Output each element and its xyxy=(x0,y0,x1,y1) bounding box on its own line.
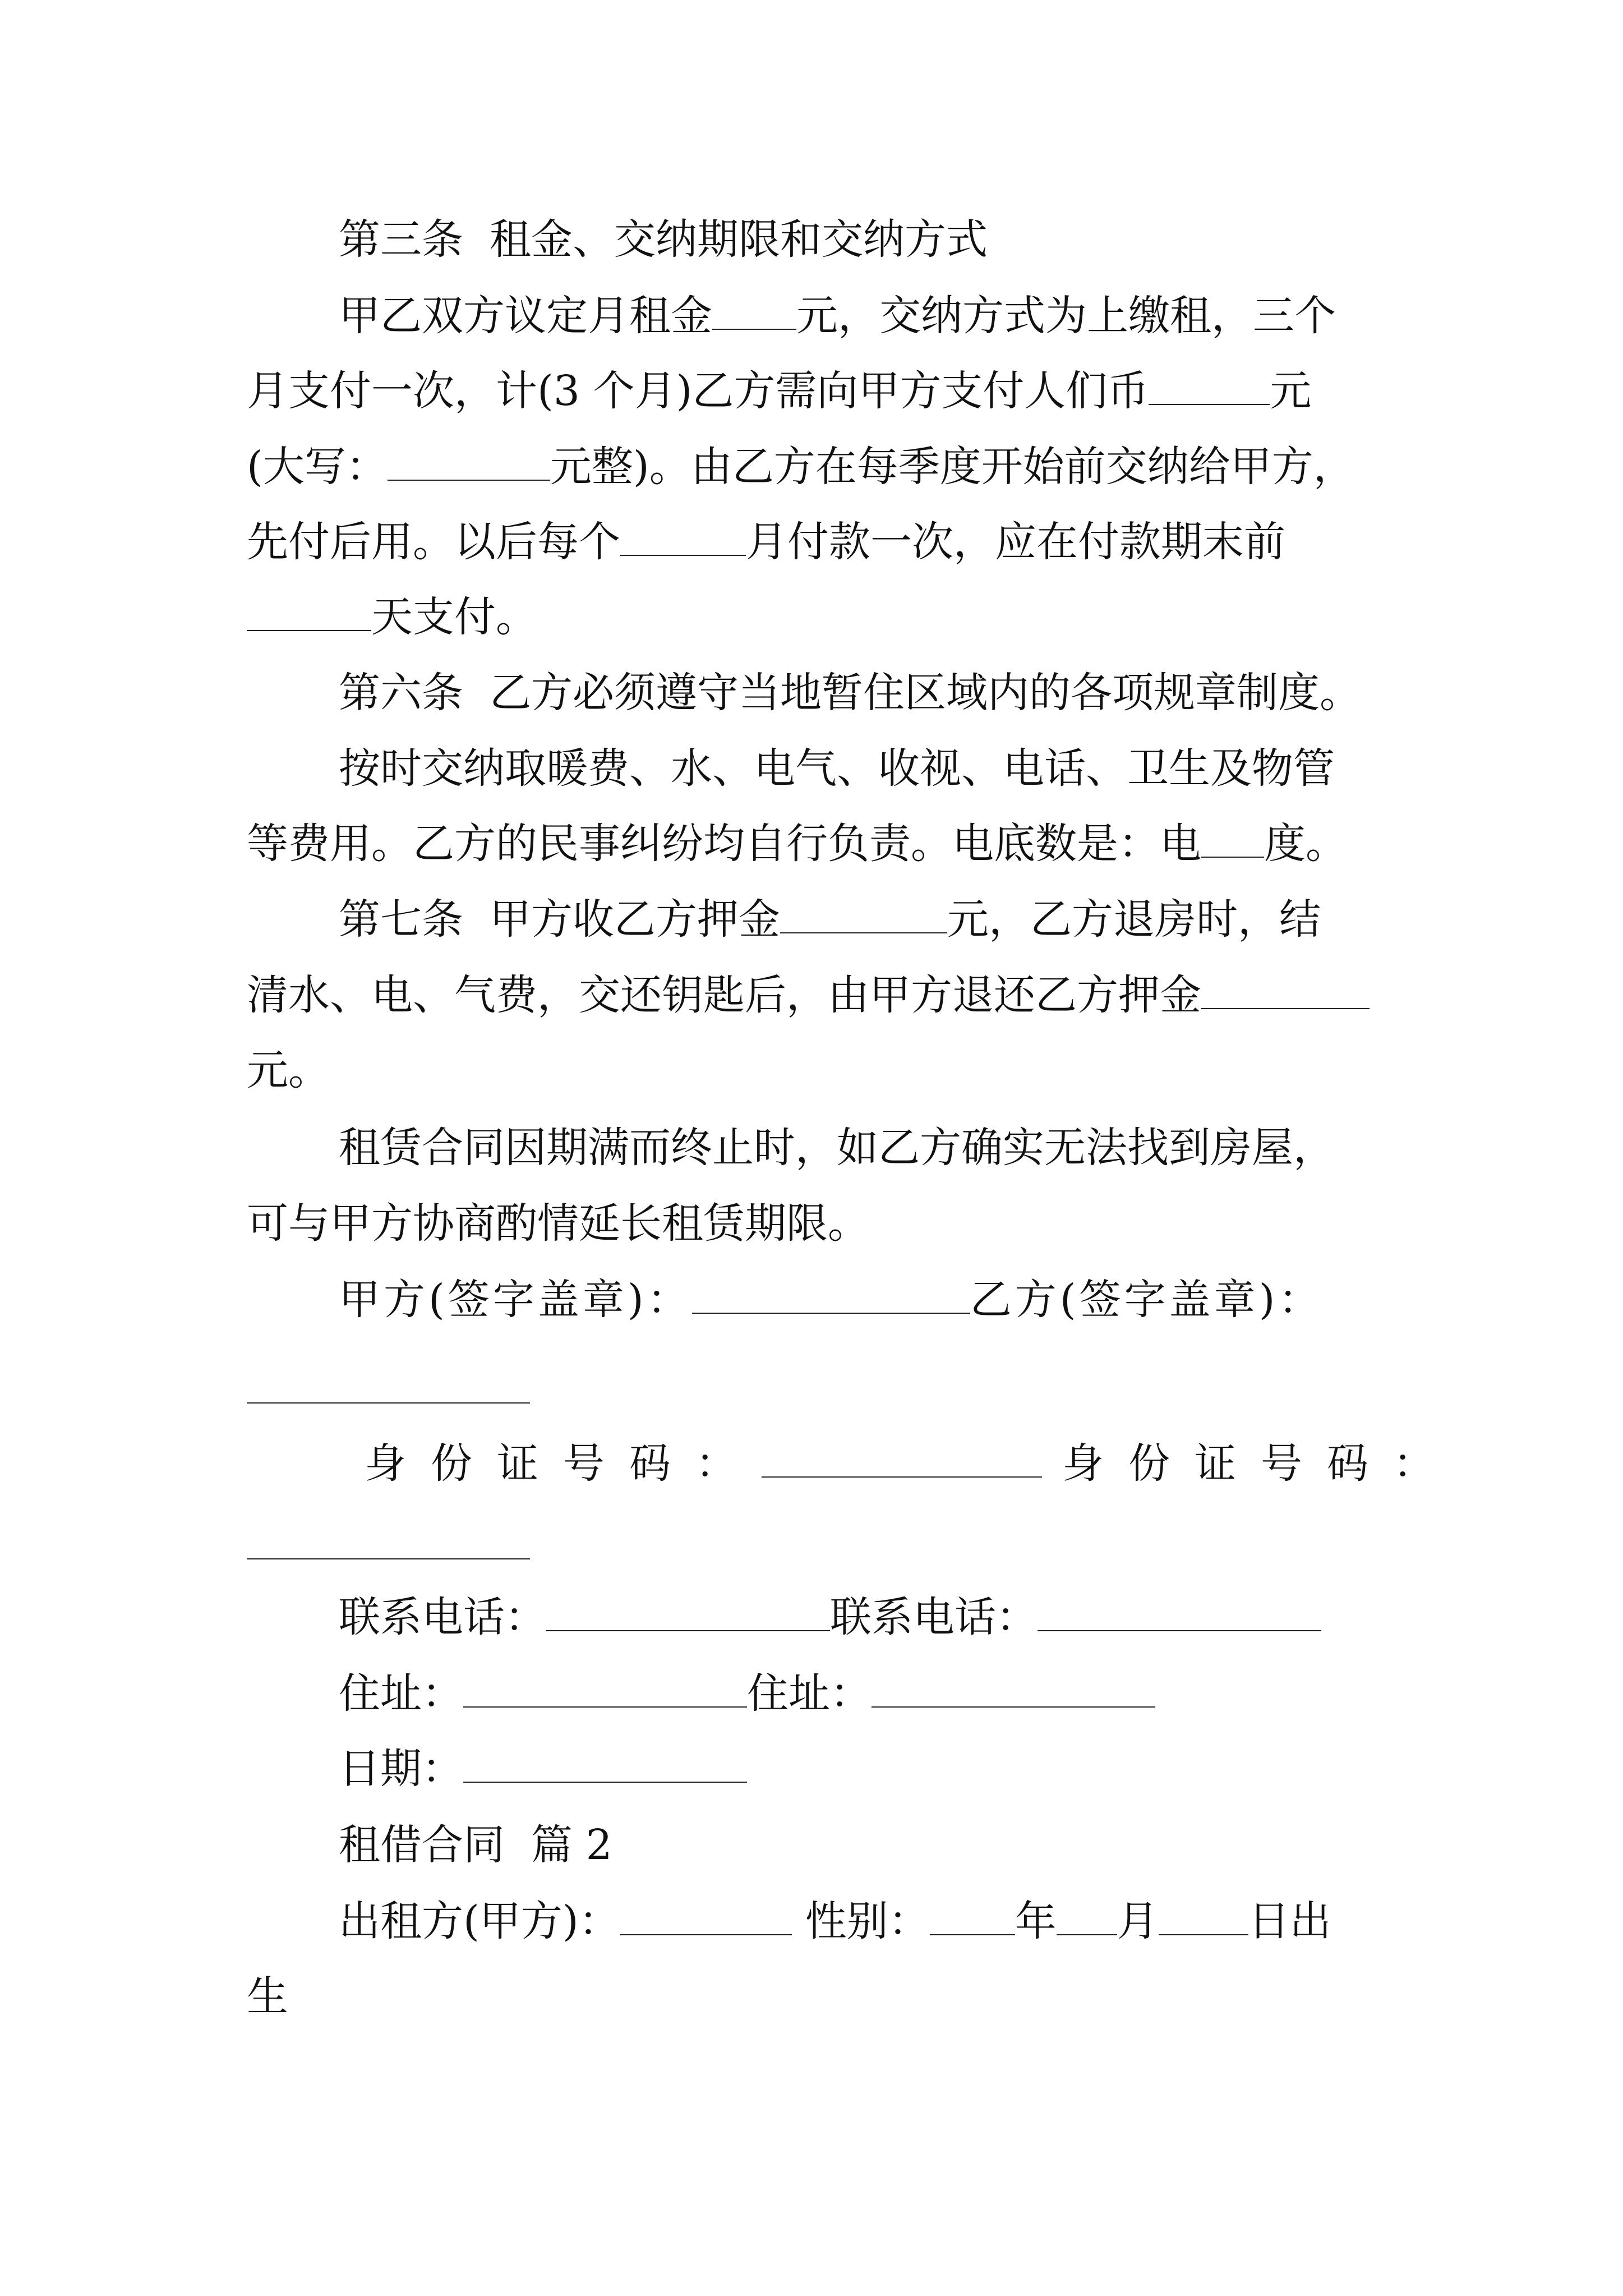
party-b-address-label: 住址： xyxy=(747,1669,872,1718)
phone-line xyxy=(339,1592,1321,1642)
article-3-line-2 xyxy=(247,366,1311,416)
article-3-line-3 xyxy=(247,441,1355,492)
article-3-line-3-text-b: 元整)。由乙方在每季度开始前交纳给甲方， xyxy=(550,443,1355,491)
article-7-line-3: 元。 xyxy=(247,1046,330,1094)
article-6-line-2: 按时交纳取暖费、水、电气、收视、电话、卫生及物管 xyxy=(339,744,1335,793)
article-3-line-2-text-a: 月支付一次，计(3 个月)乙方需向甲方支付人们币 xyxy=(247,367,1149,415)
day-born-label: 日出 xyxy=(1248,1897,1331,1945)
address-line xyxy=(339,1668,1155,1719)
party-b-address-blank xyxy=(872,1673,1155,1708)
birth-year-blank xyxy=(930,1901,1015,1935)
article-3-line-1-text-a: 甲乙双方议定月租金 xyxy=(339,292,712,340)
article-7-line-1-text-b: 元，乙方退房时，结 xyxy=(947,895,1321,944)
party-a-phone-blank xyxy=(546,1596,830,1631)
deposit-amount-blank xyxy=(780,899,947,933)
article-7-line-2-text: 清水、电、气费，交还钥匙后，由甲方退还乙方押金 xyxy=(247,971,1201,1019)
id-number-line xyxy=(365,1438,1459,1489)
quarter-payment-blank xyxy=(1149,370,1270,405)
party-a-id-blank xyxy=(762,1443,1042,1478)
article-7-line-2 xyxy=(247,970,1370,1020)
article-6-line-3 xyxy=(247,818,1347,869)
date-label: 日期： xyxy=(339,1745,463,1793)
article-3-line-5 xyxy=(247,592,537,642)
contract-2-line-1 xyxy=(339,1896,1331,1947)
article-3-line-1 xyxy=(339,291,1336,341)
article-7-line-1 xyxy=(339,894,1321,945)
contract-2-line-2: 生 xyxy=(247,1972,288,2021)
party-a-phone-label: 联系电话： xyxy=(339,1593,546,1641)
gender-label: 性别： xyxy=(805,1897,930,1945)
amount-in-words-blank xyxy=(388,446,550,481)
article-3-line-5-text: 天支付。 xyxy=(371,593,537,641)
article-7-line-1-text-a: 第七条 甲方收乙方押金 xyxy=(339,895,781,944)
payment-days-blank xyxy=(247,596,371,631)
article-3-line-4-text-b: 月付款一次，应在付款期末前 xyxy=(746,518,1285,566)
year-label: 年 xyxy=(1015,1897,1057,1945)
party-b-signature-label: 乙方(签字盖章)： xyxy=(970,1276,1324,1324)
deposit-refund-blank xyxy=(1201,974,1370,1009)
party-b-signature-blank xyxy=(247,1402,530,1404)
rent-amount-blank xyxy=(712,295,796,330)
party-a-address-label: 住址： xyxy=(339,1669,463,1718)
payment-interval-blank xyxy=(620,521,746,556)
party-b-id-blank xyxy=(247,1558,530,1559)
party-b-phone-blank xyxy=(1038,1596,1321,1631)
article-3-line-3-text-a: (大写： xyxy=(247,443,388,491)
party-b-phone-label: 联系电话： xyxy=(830,1593,1038,1641)
article-3-line-4-text-a: 先付后用。以后每个 xyxy=(247,518,620,566)
contract-2-heading: 租借合同 篇 2 xyxy=(339,1821,612,1869)
date-line xyxy=(339,1743,747,1794)
article-3-title: 第三条 租金、交纳期限和交纳方式 xyxy=(339,215,988,264)
month-label: 月 xyxy=(1117,1897,1159,1945)
signature-line xyxy=(339,1274,1324,1325)
party-a-id-label: 身份证号码： xyxy=(365,1439,762,1488)
article-3-line-4 xyxy=(247,517,1285,567)
party-a-signature-blank xyxy=(692,1279,970,1314)
article-3-line-2-text-b: 元 xyxy=(1270,367,1312,415)
birth-day-blank xyxy=(1159,1901,1248,1935)
party-b-id-label: 身份证号码： xyxy=(1062,1439,1459,1488)
renewal-line-2: 可与甲方协商酌情延长租赁期限。 xyxy=(247,1199,869,1248)
article-6-line-3-text-a: 等费用。乙方的民事纠纷均自行负责。电底数是：电 xyxy=(247,820,1201,868)
birth-month-blank xyxy=(1057,1901,1117,1935)
article-6-line-1: 第六条 乙方必须遵守当地暂住区域内的各项规章制度。 xyxy=(339,669,1362,717)
renewal-line-1: 租赁合同因期满而终止时，如乙方确实无法找到房屋， xyxy=(339,1124,1335,1172)
lessor-name-blank xyxy=(620,1901,792,1935)
date-blank xyxy=(463,1748,747,1783)
party-a-signature-label: 甲方(签字盖章)： xyxy=(339,1276,692,1324)
meter-reading-blank xyxy=(1201,823,1264,858)
lessor-label: 出租方(甲方)： xyxy=(339,1897,620,1945)
article-6-line-3-text-b: 度。 xyxy=(1264,820,1347,868)
party-a-address-blank xyxy=(463,1673,747,1708)
article-3-line-1-text-b: 元，交纳方式为上缴租，三个 xyxy=(796,292,1336,340)
